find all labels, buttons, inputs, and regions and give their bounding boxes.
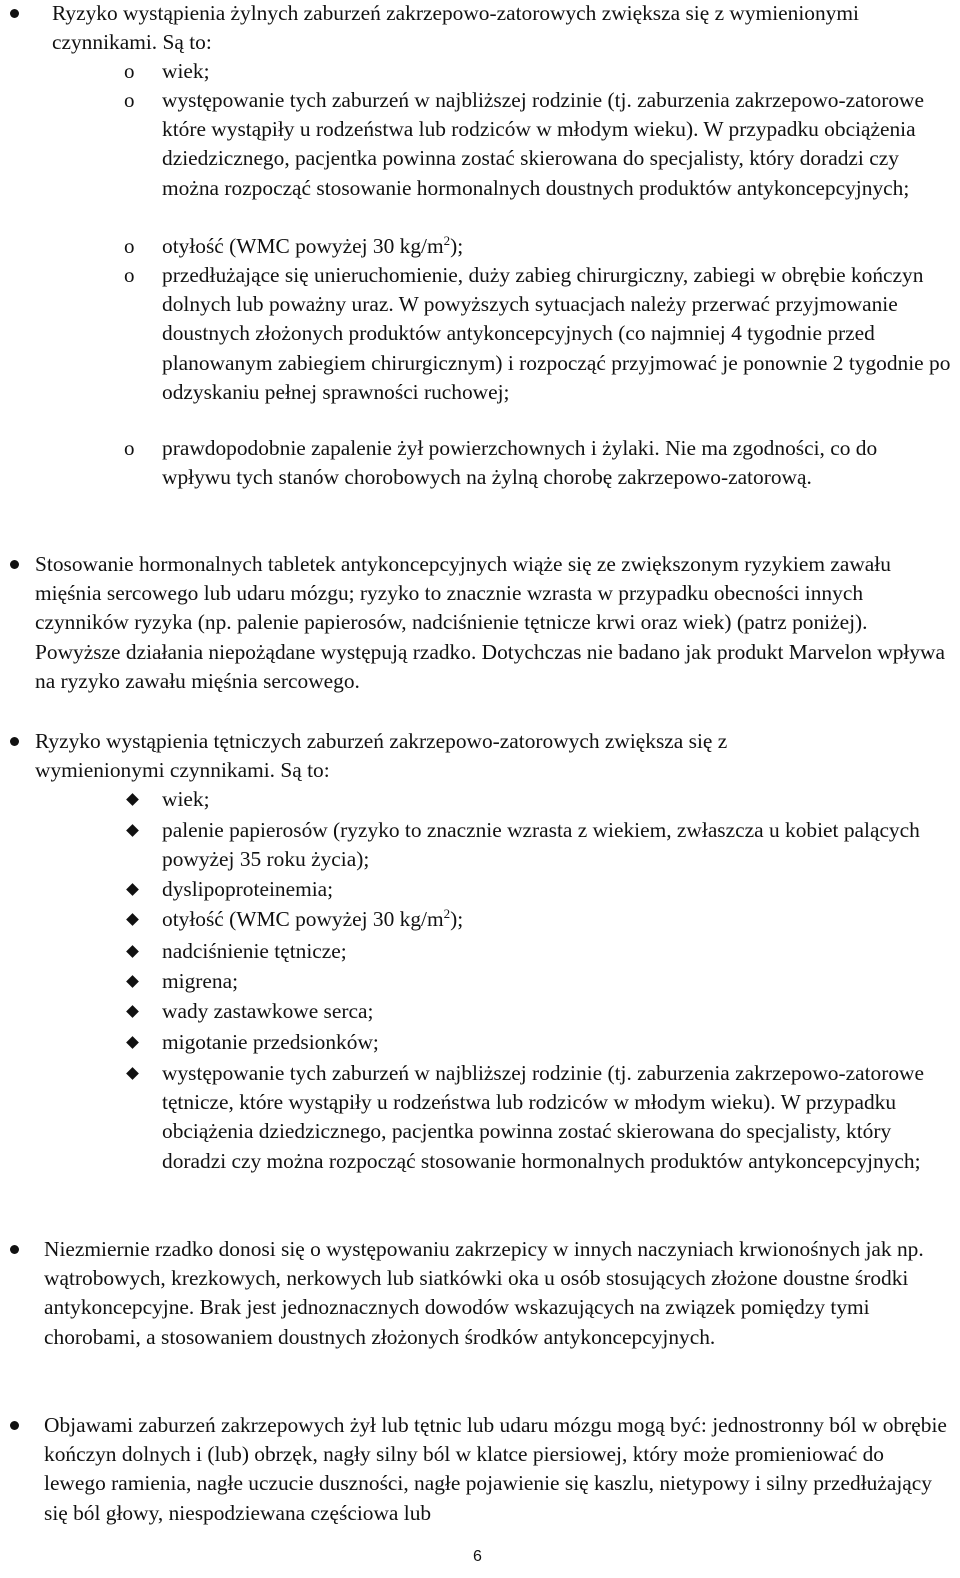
diamond-marker xyxy=(126,793,139,806)
paragraph-symptoms: Objawami zaburzeń zakrzepowych żył lub tętnic lub udaru mózgu mogą być: jednostronny ból w obrębie kończyn dolnych i (lub) obrzęk, nagły silny ból w klatce piersiowej, który może promieniować do lewego ramienia, nagłe uczucie duszności, nagłe pojawienie się kaszlu, nietypowy i silny przedłużający się ból głowy, niespodziewana częściowa lub xyxy=(44,1413,947,1525)
list-item-family-history: występowanie tych zaburzeń w najbliższej rodzinie (tj. zaburzenia zakrzepowo-zatorowe tętnicze, które wystąpiły u rodzeństwa lub rodziców w młodym wieku). W przypadku obciążenia dziedzicznego, pacjentka powinna zostać skierowana do specjalisty, który doradzi czy można rozpocząć stosowanie hormonalnych produktów antykoncepcyjnych; xyxy=(162,1061,924,1173)
list-item-smoking: palenie papierosów (ryzyko to znacznie wzrasta z wiekiem, zwłaszcza u kobiet palących powyżej 35 roku życia); xyxy=(162,818,920,872)
circle-marker: o xyxy=(124,59,135,83)
list-item-migraine: migrena; xyxy=(162,969,239,993)
list-item-age: wiek; xyxy=(162,787,210,811)
circle-marker: o xyxy=(124,436,135,460)
list-item-age: wiek; xyxy=(162,59,210,83)
diamond-marker xyxy=(126,824,139,837)
page-number: 6 xyxy=(473,1548,482,1565)
list-item-immobilization: przedłużające się unieruchomienie, duży zabieg chirurgiczny, zabiegi w obrębie kończyn dolnych lub poważny uraz. W powyższych sytuacjach należy przerwać przyjmowanie doustnych złożonych produktów antykoncepcyjnych (co najmniej 4 tygodnie przed planowanym zabiegiem chirurgicznym) i rozpocząć przyjmować je ponownie 2 tygodnie po odzyskaniu pełnej sprawności ruchowej; xyxy=(162,263,951,404)
list-item-atrial-fibrillation: migotanie przedsionków; xyxy=(162,1030,379,1054)
bullet-marker xyxy=(10,1421,19,1430)
diamond-marker xyxy=(126,883,139,896)
bullet-marker xyxy=(10,9,19,18)
circle-marker: o xyxy=(124,88,135,112)
diamond-marker xyxy=(126,945,139,958)
diamond-marker xyxy=(126,1036,139,1049)
bullet-marker xyxy=(10,737,19,746)
list-item-family-history: występowanie tych zaburzeń w najbliższej rodzinie (tj. zaburzenia zakrzepowo-zatorowe które wystąpiły u rodzeństwa lub rodziców w młodym wieku). W przypadku obciążenia dziedzicznego, pacjentka powinna zostać skierowana do specjalisty, który doradzi czy można rozpocząć stosowanie hormonalnych doustnych produktów antykoncepcyjnych; xyxy=(162,88,924,200)
list-item-dyslipoproteinemia: dyslipoproteinemia; xyxy=(162,877,334,901)
paragraph-other-thrombosis: Niezmiernie rzadko donosi się o występowaniu zakrzepicy w innych naczyniach krwionośnych jak np. wątrobowych, krezkowych, nerkowych lub siatkówki oka u osób stosujących złożone doustne środki antykoncepcyjne. Brak jest jednoznacznych dowodów wskazujących na związek pomiędzy tymi chorobami, a stosowaniem doustnych złożonych środków antykoncepcyjnych. xyxy=(44,1237,924,1349)
diamond-marker xyxy=(126,975,139,988)
paragraph-venous-risk-intro: Ryzyko wystąpienia żylnych zaburzeń zakrzepowo-zatorowych zwiększa się z wymienionymi czynnikami. Są to: xyxy=(52,1,859,55)
bullet-marker xyxy=(10,560,19,569)
paragraph-cardiac-risk: Stosowanie hormonalnych tabletek antykoncepcyjnych wiąże się ze zwiększonym ryzykiem zawału mięśnia sercowego lub udaru mózgu; ryzyko to znacznie wzrasta w przypadku obecności innych czynników ryzyka (np. palenie papierosów, nadciśnienie tętnicze krwi oraz wiek) (patrz poniżej). Powyższe działania niepożądane występują rzadko. Dotychczas nie badano jak produkt Marvelon wpływa na ryzyko zawału mięśnia sercowego. xyxy=(35,552,945,693)
circle-marker: o xyxy=(124,234,135,258)
list-item-obesity: otyłość (WMC powyżej 30 $kg/m^2$); xyxy=(162,906,464,931)
list-item-obesity: otyłość (WMC powyżej 30 $kg/m^2$); xyxy=(162,233,464,258)
paragraph-arterial-risk-intro: Ryzyko wystąpienia tętniczych zaburzeń zakrzepowo-zatorowych zwiększa się z wymienionymi czynnikami. Są to: xyxy=(35,729,728,783)
diamond-marker xyxy=(126,1067,139,1080)
bullet-marker xyxy=(10,1245,19,1254)
list-item-hypertension: nadciśnienie tętnicze; xyxy=(162,939,347,963)
list-item-valvular-disease: wady zastawkowe serca; xyxy=(162,999,374,1023)
diamond-marker xyxy=(126,913,139,926)
circle-marker: o xyxy=(124,263,135,287)
list-item-superficial-phlebitis: prawdopodobnie zapalenie żył powierzchownych i żylaki. Nie ma zgodności, co do wpływu tych stanów chorobowych na żylną chorobę zakrzepowo-zatorową. xyxy=(162,436,878,490)
diamond-marker xyxy=(126,1005,139,1018)
